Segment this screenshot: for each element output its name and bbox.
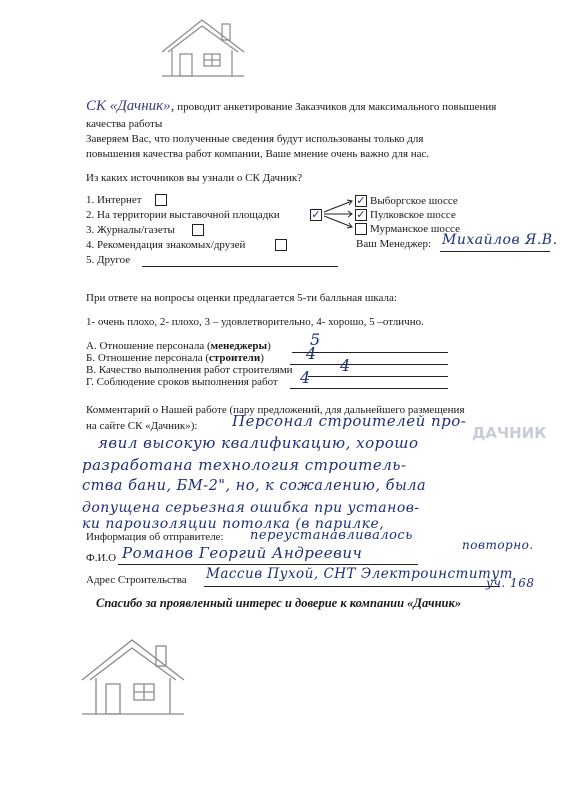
rating-d-value: 4: [300, 368, 311, 387]
rating-a-label: А. Отношение персонала (менеджеры): [86, 340, 271, 352]
comment-line-3: разработана технология строитель-: [82, 456, 407, 474]
fio-line: [118, 564, 418, 565]
watermark-logo: [472, 424, 546, 442]
internet-checkbox[interactable]: [155, 194, 167, 206]
intro-line-2: качества работы: [86, 118, 163, 130]
source-item-other: 5. Другое: [86, 254, 131, 266]
source-item-recommendation: 4. Рекомендация знакомых/друзей: [86, 239, 246, 251]
rating-b-value: 4: [306, 344, 317, 363]
brand-name: СК «Дачник»,: [86, 98, 175, 114]
comment-label-1: Комментарий о Нашей работе (пару предложений, для дальнейшего размещения: [86, 404, 465, 416]
location-murmanskoe: Мурманское шоссе: [370, 223, 460, 235]
comment-line-6: ки пароизоляции потолка (в парилке,: [82, 516, 385, 532]
sender-label: Информация об отправителе:: [86, 531, 224, 543]
intro-text: проводит анкетирование Заказчиков для максимального повышения: [177, 101, 497, 113]
thanks-text: Спасибо за проявленный интерес и доверие к компании «Дачник»: [96, 596, 462, 610]
recommendation-checkbox[interactable]: [275, 239, 287, 251]
rating-b-label: Б. Отношение персонала (строители): [86, 352, 264, 364]
watermark-text: ДАЧНИК: [472, 424, 547, 442]
magazines-checkbox[interactable]: [192, 224, 204, 236]
address-value: Массив Пухой, СНТ Электроинститут: [206, 566, 513, 582]
rating-c-value: 4: [340, 356, 351, 375]
comment-line-5: допущена серьезная ошибка при установ-: [82, 500, 420, 516]
intro-line-1: [86, 98, 496, 115]
other-answer-line: [142, 266, 338, 267]
address-line: [204, 586, 500, 587]
comment-label-2: на сайте СК «Дачник»):: [86, 420, 198, 432]
comment-line-7: переустанавливалось: [250, 528, 413, 543]
manager-value: Михайлов Я.В.: [442, 232, 558, 248]
assurance-line-1: Заверяем Вас, что полученные сведения будут использованы только для: [86, 133, 424, 145]
exhibition-checkbox[interactable]: ✓: [311, 208, 321, 221]
scale-legend: 1- очень плохо, 2- плохо, 3 – удовлетворительно, 4- хорошо, 5 –отлично.: [86, 316, 424, 328]
fio-value: Романов Георгий Андреевич: [122, 544, 363, 562]
manager-label: Ваш Менеджер:: [356, 238, 432, 250]
source-item-internet: 1. Интернет: [86, 194, 142, 206]
pulkovskoe-checkbox[interactable]: ✓: [356, 208, 366, 221]
sources-question: Из каких источников вы узнали о СК Дачник?: [86, 172, 303, 184]
comment-line-1: Персонал строителей про-: [232, 412, 467, 430]
rating-c-line: [308, 376, 448, 377]
rating-b-line: [290, 364, 448, 365]
fio-label: Ф.И.О: [86, 552, 117, 564]
vyborgskoe-checkbox[interactable]: ✓: [356, 194, 366, 207]
location-vyborgskoe: Выборгское шоссе: [370, 195, 458, 207]
house-logo-top: [158, 16, 248, 78]
location-pulkovskoe: Пулковское шоссе: [370, 209, 456, 221]
source-item-magazines: 3. Журналы/газеты: [86, 224, 175, 236]
manager-line: [440, 251, 550, 252]
rating-d-line: [290, 388, 448, 389]
scale-intro: При ответе на вопросы оценки предлагается 5-ти балльная шкала:: [86, 292, 397, 304]
source-item-exhibition: 2. На территории выставочной площадки: [86, 209, 280, 221]
murmanskoe-checkbox[interactable]: [355, 223, 367, 235]
address-label: Адрес Строительства: [86, 574, 187, 586]
comment-line-4: ства бани, БМ-2", но, к сожалению, была: [82, 478, 427, 494]
rating-c-label: В. Качество выполнения работ строителями: [86, 364, 293, 376]
address-extra: уч. 168: [486, 576, 535, 590]
location-arrows: [322, 196, 358, 232]
assurance-line-2: повышения качества работ компании, Ваше мнение очень важно для нас.: [86, 148, 430, 160]
rating-d-label: Г. Соблюдение сроков выполнения работ: [86, 376, 278, 388]
house-logo-bottom: [78, 636, 188, 718]
comment-line-8: повторно.: [462, 538, 534, 552]
comment-line-2: явил высокую квалификацию, хорошо: [98, 434, 419, 452]
rating-a-value: 5: [310, 330, 321, 349]
